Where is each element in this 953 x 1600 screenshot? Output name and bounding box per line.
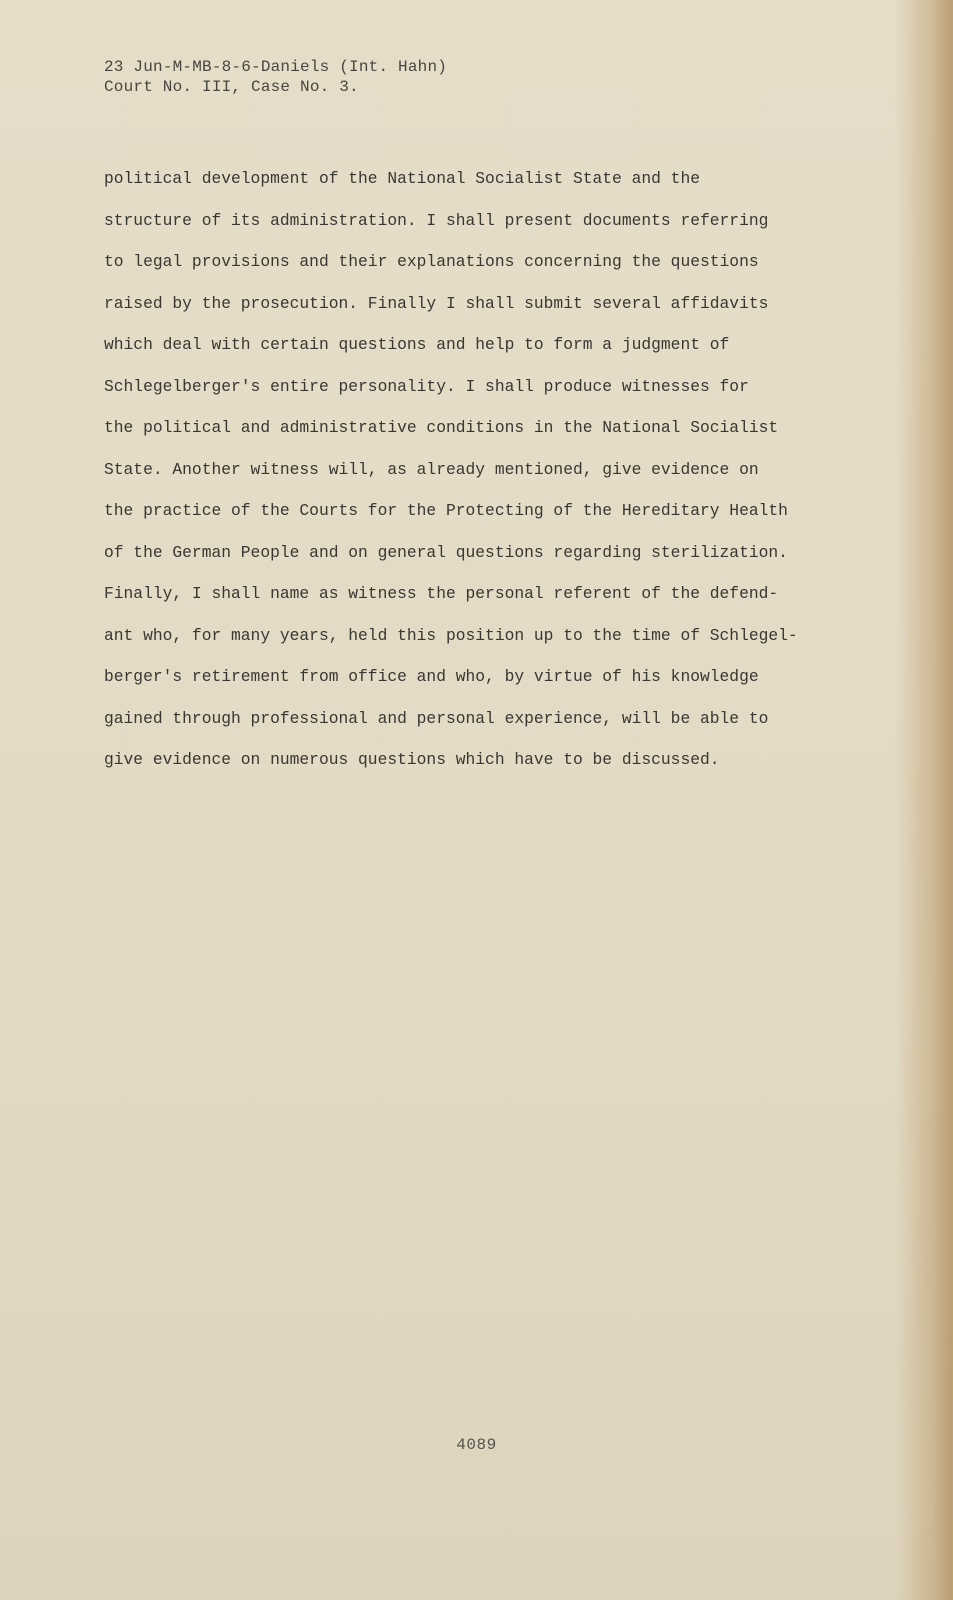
body-paragraph: [104, 158, 844, 781]
document-header: [104, 57, 447, 97]
body-line: structure of its administration. I shall present documents referring: [104, 210, 769, 230]
body-line: raised by the prosecution. Finally I shall submit several affidavits: [104, 293, 769, 313]
body-line: gained through professional and personal experience, will be able to: [104, 708, 769, 728]
body-line: ant who, for many years, held this position up to the time of Schlegel-: [104, 625, 798, 645]
body-line: berger's retirement from office and who, by virtue of his knowledge: [104, 667, 759, 686]
body-line: which deal with certain questions and help to form a judgment of: [104, 335, 730, 354]
body-line: Finally, I shall name as witness the personal referent of the defend-: [104, 584, 779, 603]
body-line: political development of the National Socialist State and the: [104, 169, 700, 188]
body-line: give evidence on numerous questions which have to be discussed.: [104, 750, 720, 769]
page-edge-shading: [933, 0, 953, 1600]
body-line: of the German People and on general questions regarding sterilization.: [104, 542, 788, 562]
page-number: 4089: [456, 1436, 497, 1454]
body-line: State. Another witness will, as already mentioned, give evidence on: [104, 459, 759, 479]
header-line-2: Court No. III, Case No. 3.: [104, 78, 359, 96]
body-line: the political and administrative conditions in the National Socialist: [104, 418, 779, 437]
body-line: Schlegelberger's entire personality. I shall produce witnesses for: [104, 376, 749, 396]
body-line: to legal provisions and their explanations concerning the questions: [104, 252, 759, 271]
header-line-1: 23 Jun-M-MB-8-6-Daniels (Int. Hahn): [104, 58, 448, 76]
body-line: the practice of the Courts for the Protecting of the Hereditary Health: [104, 501, 788, 520]
